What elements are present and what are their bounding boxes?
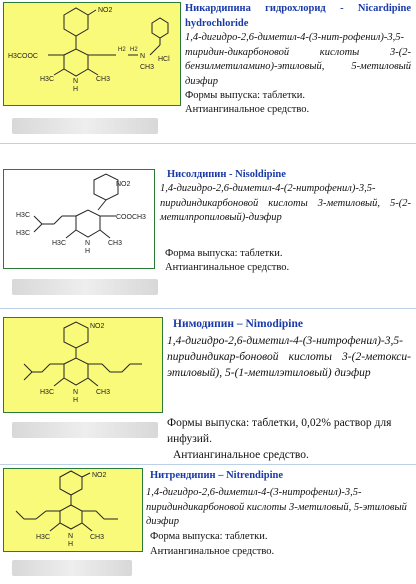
ch3-right-label: CH3 bbox=[96, 389, 111, 396]
n-label: N bbox=[73, 78, 79, 85]
pharm-action: Антиангинальное средство. bbox=[173, 449, 309, 461]
ch3-left-label: H3C bbox=[52, 240, 67, 247]
ch3-right-label: CH3 bbox=[108, 240, 123, 247]
drug-card-nicardipine bbox=[0, 0, 416, 140]
n-label: N bbox=[85, 240, 91, 247]
chemical-name: 1,4-дигидро-2,6-диметил-4-(3-нитрофенил)-3,5-пиридиндикар-боновой кислоты 3-(2-метокси-этиловый), 5-(1-метилэтиловый) диэфир bbox=[167, 335, 411, 379]
amine-n-label: N bbox=[140, 53, 146, 60]
release-form: Форма выпуска: таблетки. bbox=[165, 248, 283, 259]
ch3-amine-label: CH3 bbox=[140, 64, 155, 71]
no2-label: NO2 bbox=[92, 472, 107, 479]
divider bbox=[0, 308, 416, 309]
structure-image-nisoldipine bbox=[3, 169, 155, 269]
n-label: N bbox=[73, 389, 79, 396]
nisoldipine-structure-diagram bbox=[4, 170, 154, 268]
no2-label: NO2 bbox=[90, 323, 105, 330]
nh-label: H bbox=[85, 248, 91, 255]
no2-label: NO2 bbox=[116, 181, 131, 188]
ester-label: H3COOC bbox=[8, 53, 38, 60]
caption-placeholder bbox=[12, 560, 132, 576]
pharm-action: Антиангинальное средство. bbox=[185, 104, 310, 115]
hcl-label: HCl bbox=[158, 56, 170, 63]
drug-title: Нисолдипин - Nisoldipine bbox=[167, 169, 286, 180]
nimodipine-structure-diagram bbox=[4, 318, 162, 412]
ch3-right-label: CH3 bbox=[96, 76, 111, 83]
ch3-right-label: CH3 bbox=[90, 534, 105, 541]
chemical-name: 1,4-дигидро-2,6-диметил-4-(3-нит-рофенил)-3,5-тиридин-дикарбоновой кислоты 3-(2-бензилметиламино)-этиловый, 5-метиловый диэфир bbox=[185, 32, 411, 87]
ch3-left-label: H3C bbox=[36, 534, 51, 541]
drug-title: Никардипина гидрохлорид - Nicardipine hydrochloride bbox=[185, 3, 411, 29]
no2-label: NO2 bbox=[98, 7, 113, 14]
ester-label: COOCH3 bbox=[116, 214, 146, 221]
isobutyl-ch3-b: H3C bbox=[16, 230, 31, 237]
nh-label: H bbox=[68, 541, 74, 548]
nitrendipine-structure-diagram bbox=[4, 469, 142, 551]
caption-placeholder bbox=[12, 279, 158, 295]
caption-placeholder bbox=[12, 118, 158, 134]
drug-card-nisoldipine bbox=[0, 165, 416, 305]
nh-label: H bbox=[73, 86, 79, 93]
nicardipine-structure-diagram bbox=[4, 3, 180, 105]
pharm-action: Антиангинальное средство. bbox=[150, 546, 275, 557]
drug-card-nimodipine bbox=[0, 314, 416, 464]
drug-title: Нимодипин – Nimodipine bbox=[173, 318, 304, 330]
divider bbox=[0, 143, 416, 144]
structure-image-nicardipine bbox=[3, 2, 181, 106]
release-form: Формы выпуска: таблетки. bbox=[185, 90, 305, 101]
drug-card-nitrendipine bbox=[0, 466, 416, 584]
ch2-label-b: H2 bbox=[130, 47, 138, 53]
structure-image-nitrendipine bbox=[3, 468, 143, 552]
caption-placeholder bbox=[12, 422, 158, 438]
pharm-action: Антиангинальное средство. bbox=[165, 262, 290, 273]
nh-label: H bbox=[73, 397, 79, 404]
divider bbox=[0, 464, 416, 465]
chemical-name: 1,4-дигидро-2,6-диметил-4-(3-нитрофенил)-3,5-пиридиндикарбоновой кислоты 3-метиловый, 5-этиловый диэфир bbox=[146, 487, 407, 527]
release-form: Формы выпуска: таблетки, 0,02% раствор для инфузий. bbox=[167, 417, 392, 445]
drug-title: Нитрендипин – Nitrendipine bbox=[150, 470, 284, 481]
ch3-left-label: H3C bbox=[40, 76, 55, 83]
chemical-name: 1,4-дигидро-2,6-диметил-4-(2-нитрофенил)-3,5-пиридиндикарбоновой кислоты 3-метиловый, 5-(2-метилпропиловый)-диэфир bbox=[160, 183, 411, 223]
ch3-left-label: H3C bbox=[40, 389, 55, 396]
isobutyl-ch3-a: H3C bbox=[16, 212, 31, 219]
n-label: N bbox=[68, 533, 74, 540]
ch2-label-a: H2 bbox=[118, 47, 126, 53]
structure-image-nimodipine bbox=[3, 317, 163, 413]
release-form: Форма выпуска: таблетки. bbox=[150, 531, 268, 542]
